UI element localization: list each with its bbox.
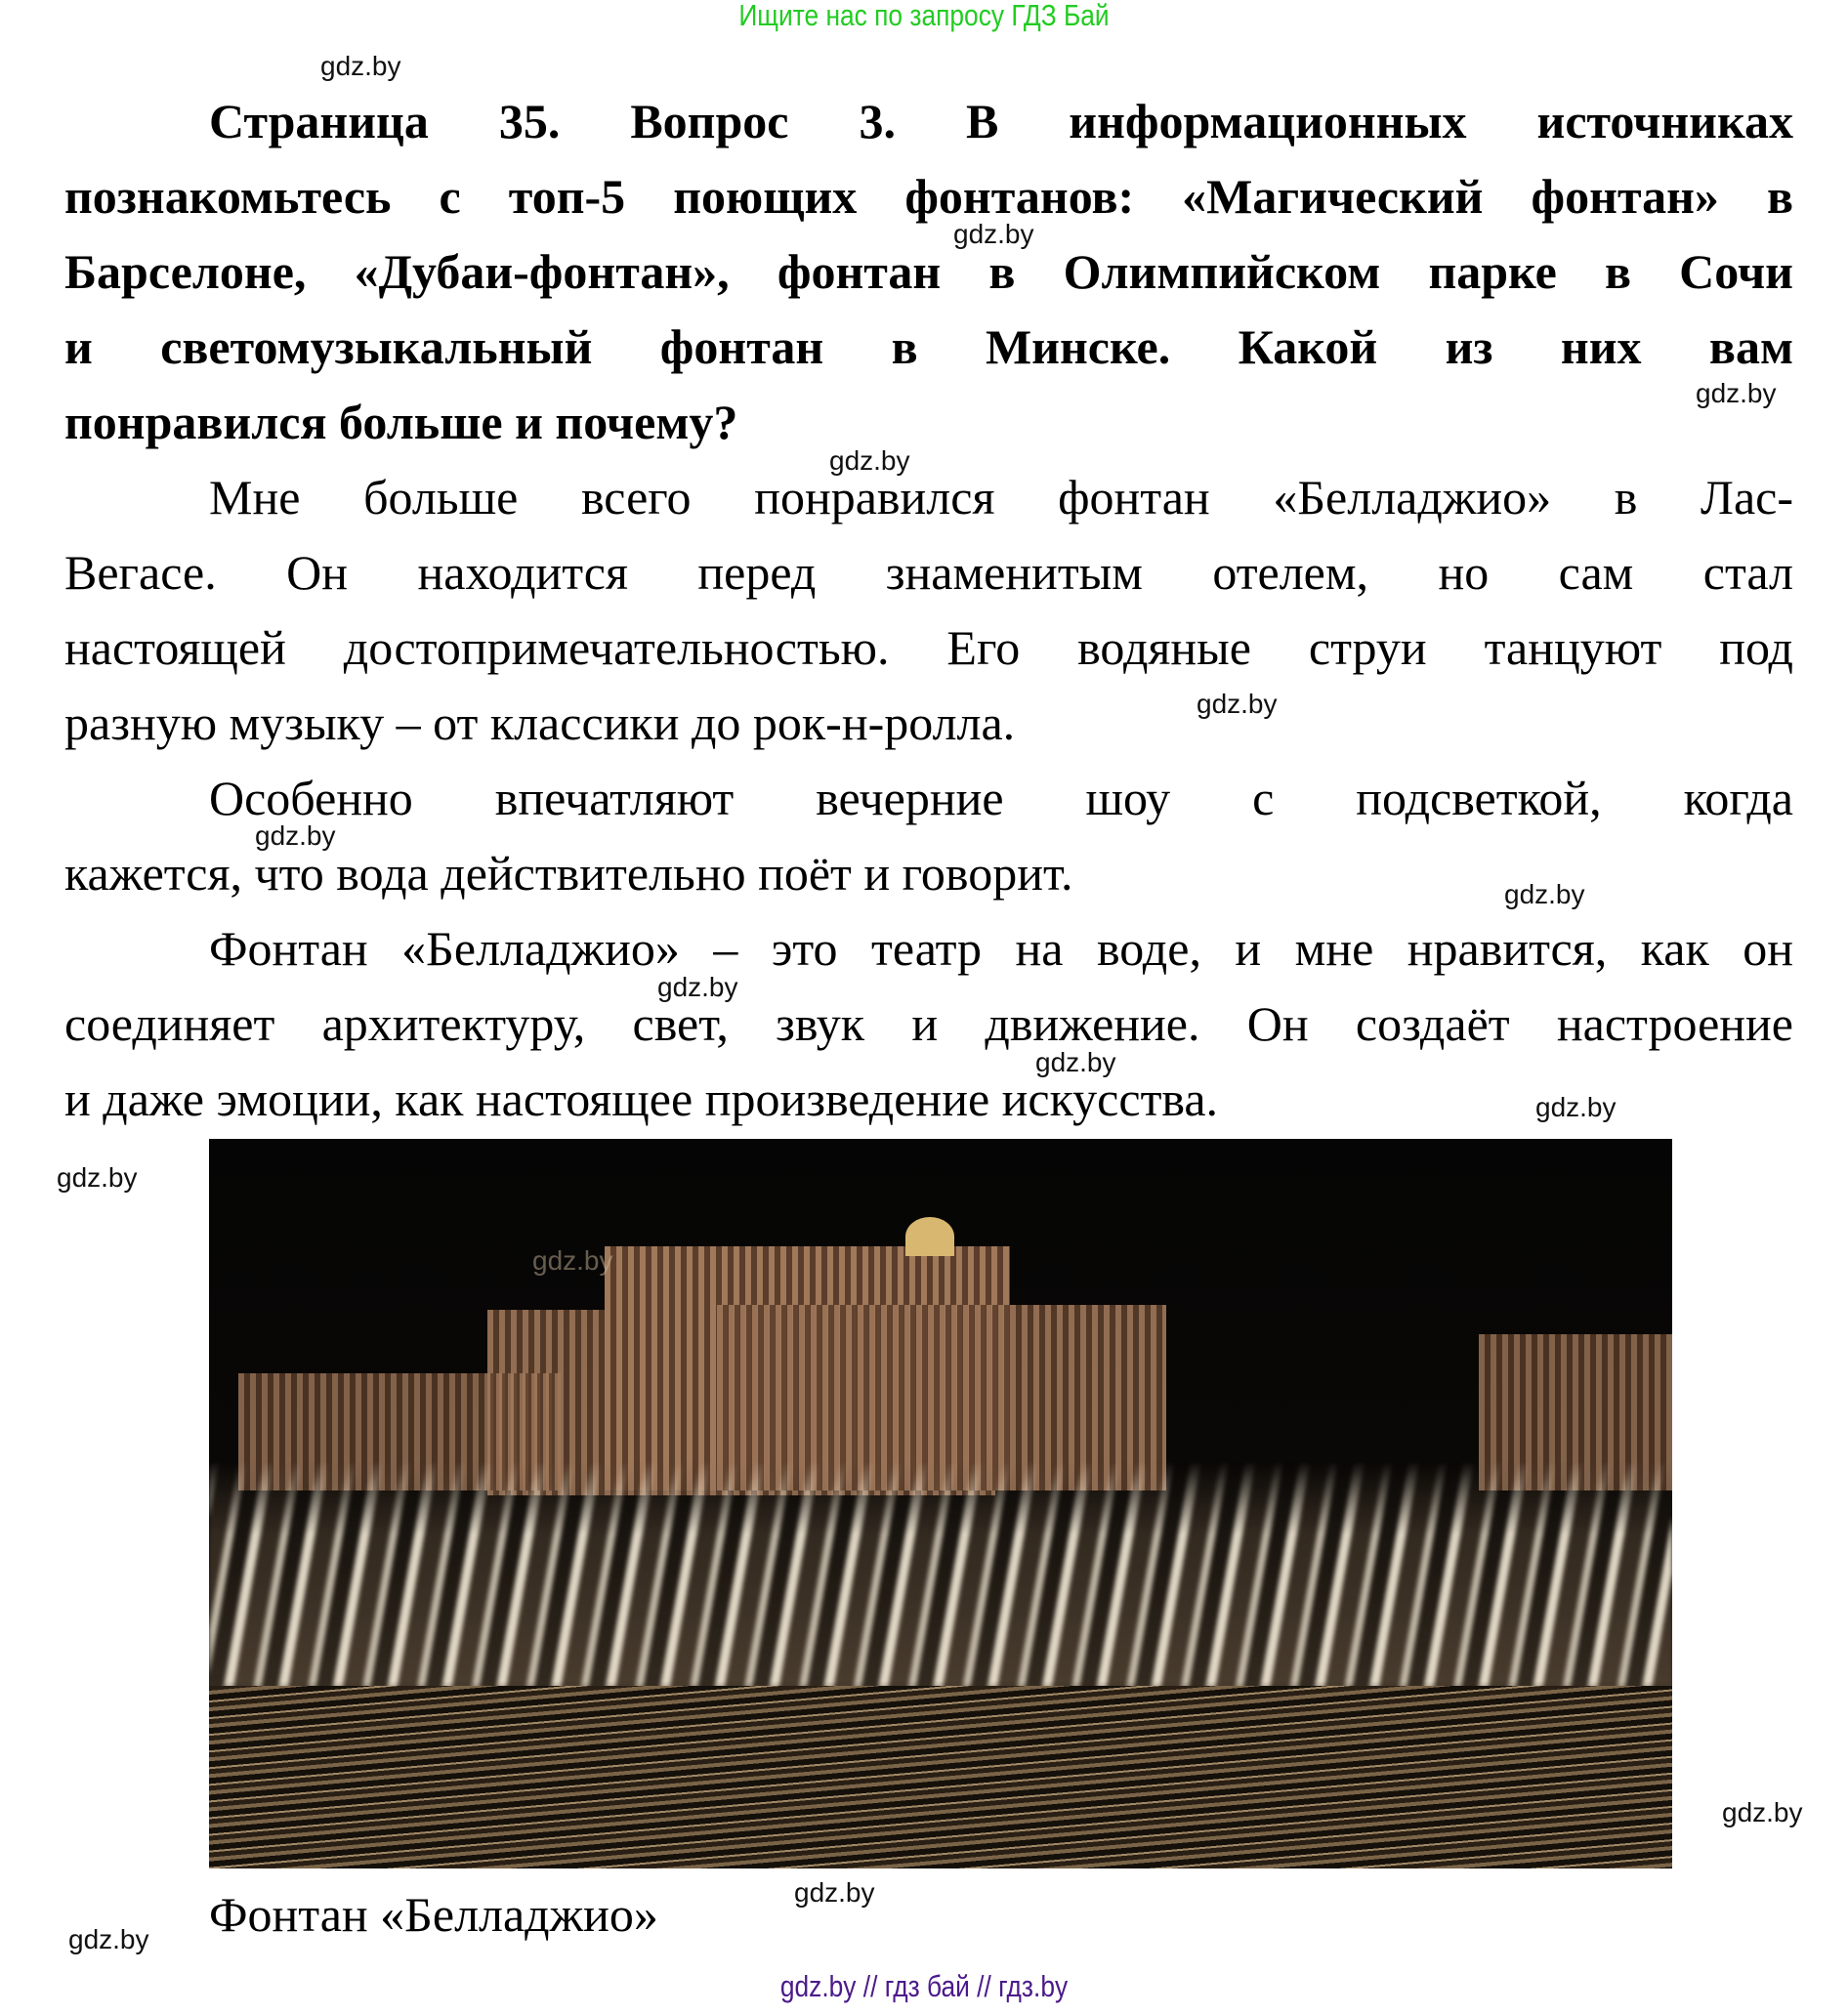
- question-line: познакомьтесь с топ-5 поющих фонтанов: «Магический фонтан» в: [64, 169, 1793, 224]
- watermark: gdz.by: [532, 1245, 613, 1276]
- watermark: gdz.by: [829, 445, 910, 476]
- fountain-jets: [209, 1461, 1672, 1705]
- question-line: и светомузыкальный фонтан в Минске. Какой из них вам: [64, 319, 1793, 374]
- question-line: Страница 35. Вопрос 3. В информационных источниках: [209, 94, 1793, 148]
- watermark: gdz.by: [1535, 1092, 1617, 1122]
- watermark: gdz.by: [320, 51, 401, 81]
- answer-line: и даже эмоции, как настоящее произведение искусства.: [64, 1071, 1219, 1126]
- dome: [905, 1217, 954, 1256]
- watermark: gdz.by: [68, 1924, 149, 1954]
- watermark: gdz.by: [57, 1162, 138, 1193]
- lake-water: [209, 1686, 1672, 1868]
- answer-line: Мне больше всего понравился фонтан «Белладжио» в Лас-: [209, 470, 1793, 525]
- photo-caption: Фонтан «Белладжио»: [209, 1887, 658, 1942]
- watermark: gdz.by: [657, 972, 738, 1002]
- answer-line: Вегасе. Он находится перед знаменитым отелем, но сам стал: [64, 545, 1793, 600]
- answer-line: Особенно впечатляют вечерние шоу с подсветкой, когда: [209, 771, 1793, 825]
- answer-line: соединяет архитектуру, свет, звук и движение. Он создаёт настроение: [64, 996, 1793, 1051]
- watermark: gdz.by: [1696, 378, 1777, 408]
- watermark: gdz.by: [1197, 689, 1278, 719]
- question-line: понравился больше и почему?: [64, 395, 738, 449]
- watermark: gdz.by: [953, 219, 1034, 249]
- footer-links[interactable]: gdz.by // гдз бай // гдз.by: [779, 1969, 1069, 2003]
- bellagio-fountain-photo: [209, 1139, 1672, 1868]
- watermark: gdz.by: [1504, 879, 1585, 909]
- answer-line: кажется, что вода действительно поёт и говорит.: [64, 846, 1073, 901]
- watermark: gdz.by: [1722, 1797, 1803, 1827]
- question-line: Барселоне, «Дубаи-фонтан», фонтан в Олимпийском парке в Сочи: [64, 244, 1793, 299]
- watermark: gdz.by: [794, 1877, 875, 1908]
- watermark: gdz.by: [1035, 1047, 1116, 1077]
- answer-line: настоящей достопримечательностью. Его водяные струи танцуют под: [64, 620, 1793, 675]
- answer-line: Фонтан «Белладжио» – это театр на воде, и мне нравится, как он: [209, 921, 1793, 976]
- answer-line: разную музыку – от классики до рок-н-ролла.: [64, 695, 1016, 750]
- search-banner[interactable]: Ищите нас по запросу ГДЗ Бай: [738, 0, 1110, 32]
- watermark: gdz.by: [255, 820, 336, 851]
